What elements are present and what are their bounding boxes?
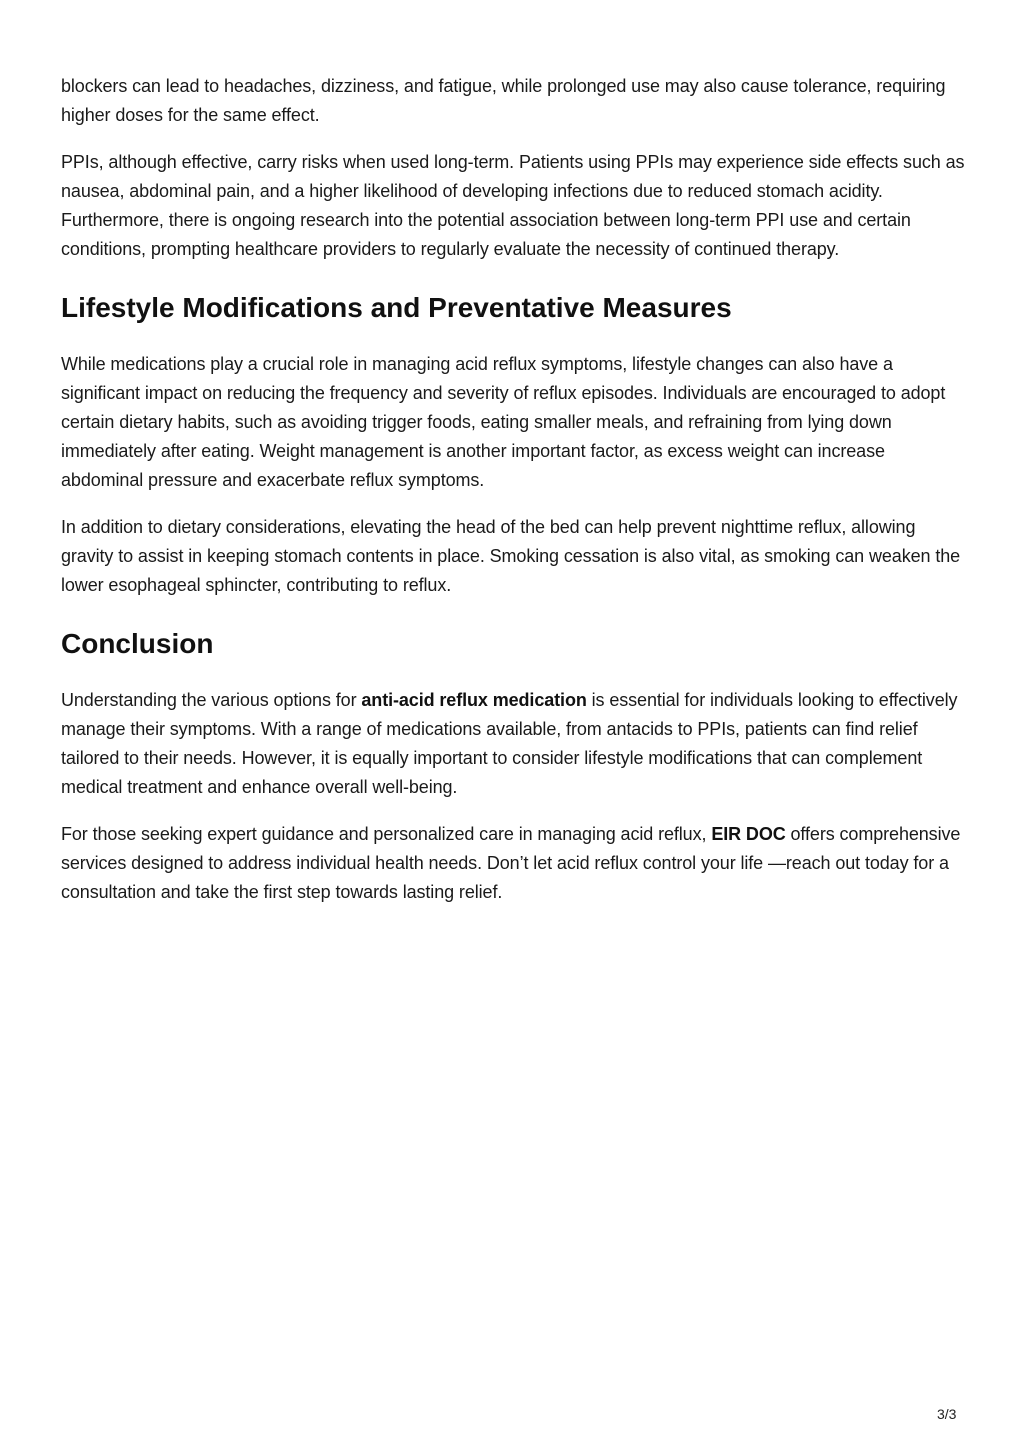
paragraph-call-to-action (61, 820, 966, 907)
paragraph-dietary-considerations: In addition to dietary considerations, elevating the head of the bed can help prevent nighttime reflux, allowing gravity to assist in keeping stomach contents in place. Smoking cessation is also vital, as smoking can weaken the lower esophageal sphincter, contributing to reflux. (61, 517, 961, 595)
paragraph-blockers-effects: blockers can lead to headaches, dizziness, and fatigue, while prolonged use may also cause tolerance, requiring higher doses for the same effect. (61, 76, 946, 125)
page-number: 3/3 (937, 1406, 957, 1422)
paragraph-ppi-risks: PPIs, although effective, carry risks when used long-term. Patients using PPIs may experience side effects such as nausea, abdominal pain, and a higher likelihood of developing infections due to reduced stomach acidity. Furthermore, there is ongoing research into the potential association between long-term PPI use and certain conditions, prompting healthcare providers to regularly evaluate the necessity of continued therapy. (61, 152, 965, 259)
bold-brand-name: EIR DOC (711, 824, 786, 844)
text-segment: is essential for individuals looking to effectively manage their symptoms. With a range of medications available, from antacids to PPIs, patients can find relief tailored to their needs. However, it is equally important to consider lifestyle modifications that can complement medical treatment and enhance overall well-being. (61, 690, 958, 797)
text-segment: For those seeking expert guidance and personalized care in managing acid reflux, (61, 824, 712, 844)
paragraph-lifestyle-changes: While medications play a crucial role in managing acid reflux symptoms, lifestyle changes can also have a significant impact on reducing the frequency and severity of reflux episodes. Individuals are encouraged to adopt certain dietary habits, such as avoiding trigger foods, eating smaller meals, and refraining from lying down immediately after eating. Weight management is another important factor, as excess weight can increase abdominal pressure and exacerbate reflux symptoms. (61, 354, 946, 490)
document-page (61, 72, 966, 925)
section-heading-lifestyle: Lifestyle Modifications and Preventative Measures (61, 292, 732, 323)
text-segment: offers comprehensive services designed to address individual health needs. Don’t let acid reflux control your life —reach out today for a consultation and take the first step towards lasting relief. (61, 824, 961, 902)
section-heading-conclusion: Conclusion (61, 628, 214, 659)
paragraph-conclusion-summary (61, 686, 966, 802)
bold-keyword-medication: anti-acid reflux medication (361, 690, 587, 710)
text-segment: Understanding the various options for (61, 690, 362, 710)
